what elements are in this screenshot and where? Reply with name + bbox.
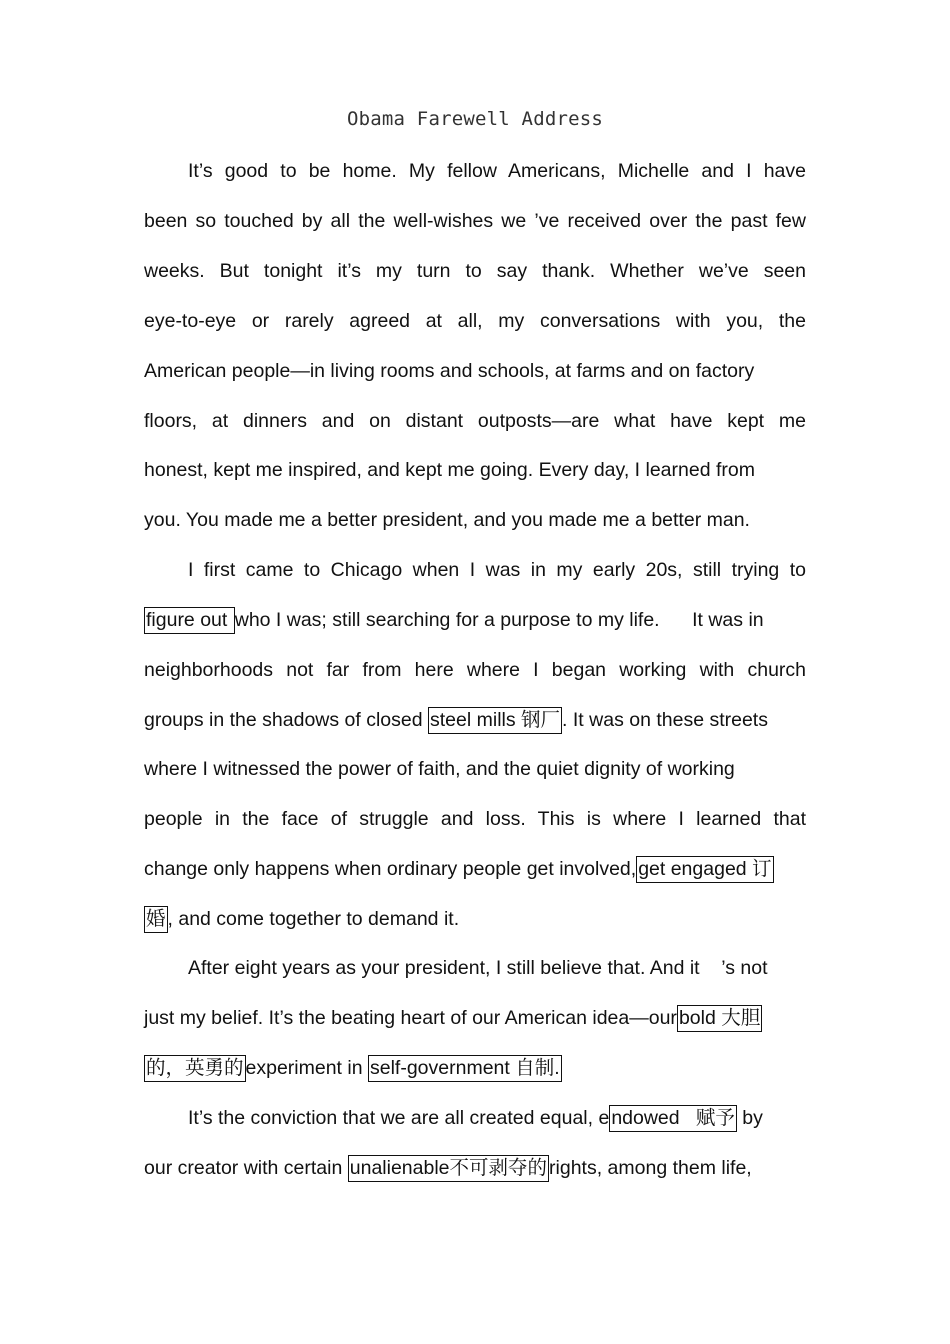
paragraph-line: change only happens when ordinary people get involved, get engaged 订 [144,856,806,882]
vocab-box: bold 大胆 [677,1005,762,1032]
vocab-box: 婚 [144,906,168,933]
paragraph-line: figure out who I was; still searching for a purpose to my life. It was in [144,607,806,633]
paragraph-line: groups in the shadows of closed steel mills 钢厂 . It was on these streets [144,707,806,733]
vocab-box: unalienable不可剥夺的 [348,1155,549,1182]
paragraph-line: weeks. But tonight it’s my turn to say thank. Whether we’ve seen [144,260,806,282]
paragraph-line: It’s good to be home. My fellow Americans, Michelle and I have [188,160,806,182]
vocab-box: figure out [144,607,235,634]
paragraph-line: 的，英勇的 experiment in self-government 自制. [144,1055,806,1081]
vocab-box: self-government 自制. [368,1055,562,1082]
vocab-box: get engaged 订 [636,856,773,883]
paragraph-line: eye-to-eye or rarely agreed at all, my conversations with you, the [144,310,806,332]
paragraph-line: you. You made me a better president, and you made me a better man. [144,509,750,531]
paragraph-line: It’s the conviction that we are all created equal, e ndowed 赋予 by [188,1105,806,1131]
paragraph-line: floors, at dinners and on distant outposts—are what have kept me [144,410,806,432]
paragraph-line: our creator with certain unalienable不可剥夺的 rights, among them life, [144,1155,806,1181]
paragraph-line: I first came to Chicago when I was in my early 20s, still trying to [188,559,806,581]
paragraph-line: After eight years as your president, I still believe that. And it ’s not [188,957,768,979]
paragraph-line: where I witnessed the power of faith, and the quiet dignity of working [144,758,735,780]
paragraph-line: just my belief. It’s the beating heart of our American idea—our bold 大胆 [144,1005,806,1031]
page-title: Obama Farewell Address [346,108,604,130]
paragraph-line: 婚 , and come together to demand it. [144,906,806,932]
vocab-box: ndowed 赋予 [609,1105,737,1132]
paragraph-line: honest, kept me inspired, and kept me going. Every day, I learned from [144,459,755,481]
paragraph-line: neighborhoods not far from here where I began working with church [144,659,806,681]
vocab-box: 的，英勇的 [144,1055,246,1082]
vocab-box: steel mills 钢厂 [428,707,562,734]
paragraph-line: people in the face of struggle and loss. This is where I learned that [144,808,806,830]
paragraph-line: been so touched by all the well-wishes we ’ve received over the past few [144,210,806,232]
paragraph-line: American people—in living rooms and schools, at farms and on factory [144,360,755,382]
